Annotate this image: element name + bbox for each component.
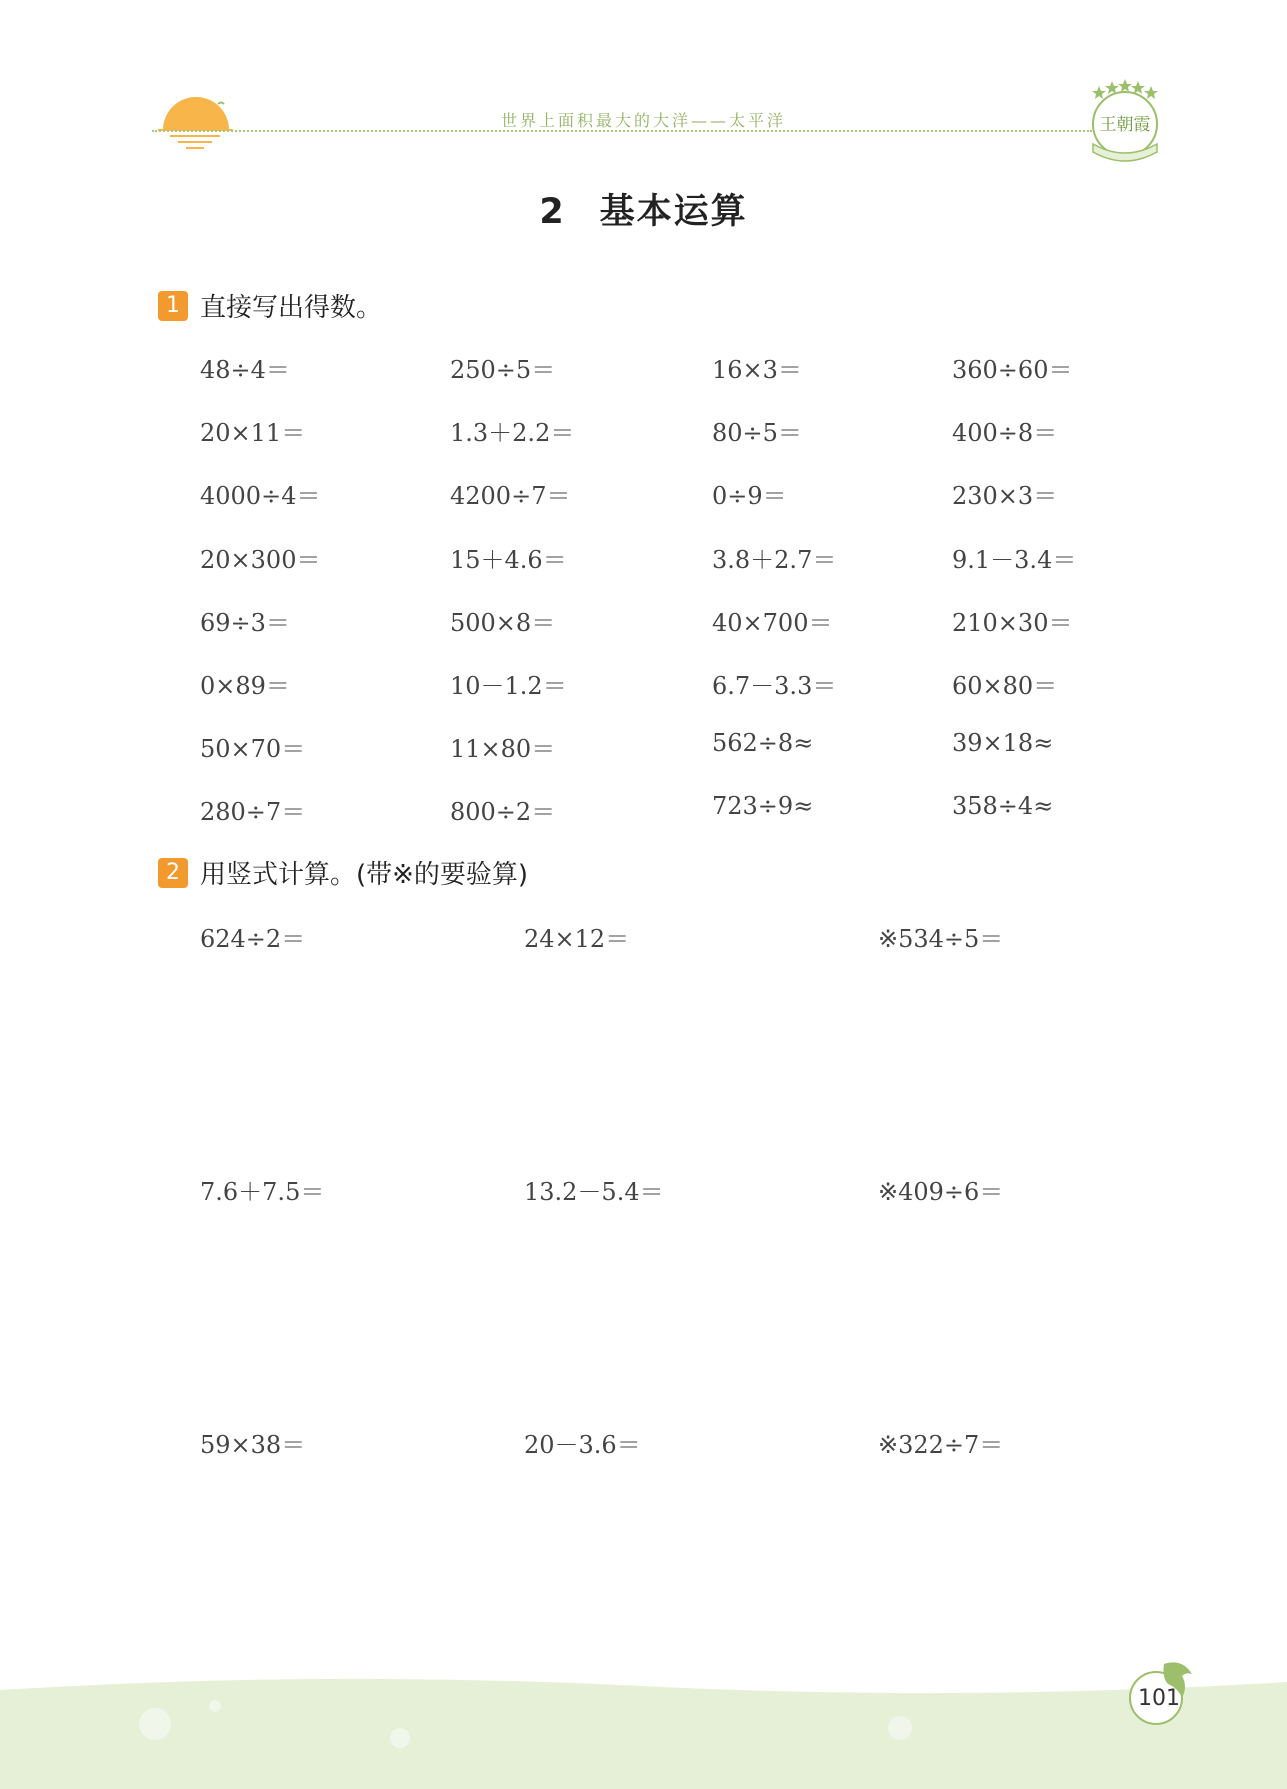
mental-math-problem: 723÷9≈ [712, 792, 814, 820]
mental-math-problem: 230×3＝ [952, 482, 1058, 510]
vertical-calc-problem: ※409÷6＝ [878, 1178, 1004, 1206]
mental-math-problem: 0÷9＝ [712, 482, 787, 510]
mental-math-problem: 39×18≈ [952, 729, 1054, 757]
mental-math-problem: 280÷7＝ [200, 798, 306, 826]
mental-math-problem: 4000÷4＝ [200, 482, 321, 510]
mental-math-problem: 400÷8＝ [952, 419, 1058, 447]
brand-badge-text: 王朝霞 [1099, 115, 1151, 135]
title-text: 基本运算 [599, 192, 748, 232]
section2-label: 用竖式计算。(带※的要验算) [200, 860, 529, 890]
mental-math-problem: 360÷60＝ [952, 356, 1073, 384]
vertical-calc-problem: 20－3.6＝ [524, 1431, 641, 1459]
footer-wave-decoration [0, 1668, 1287, 1789]
mental-math-problem: 3.8＋2.7＝ [712, 546, 837, 574]
page-title [0, 184, 1287, 234]
mental-math-problem: 210×30＝ [952, 609, 1073, 637]
section1-label: 直接写出得数。 [200, 293, 383, 323]
mental-math-problem: 4200÷7＝ [450, 482, 571, 510]
mental-math-problem: 9.1－3.4＝ [952, 546, 1077, 574]
mental-math-problem: 48÷4＝ [200, 356, 290, 384]
mental-math-problem: 562÷8≈ [712, 729, 814, 757]
sun-reflection-icon [150, 132, 240, 150]
page-number: 101 [1138, 1686, 1180, 1711]
mental-math-problem: 50×70＝ [200, 735, 306, 763]
mental-math-problem: 80÷5＝ [712, 419, 802, 447]
mental-math-problem: 358÷4≈ [952, 792, 1054, 820]
vertical-calc-problem: 24×12＝ [524, 925, 630, 953]
mental-math-problem: 6.7－3.3＝ [712, 672, 837, 700]
section1-number-badge: 1 [158, 291, 188, 321]
mental-math-problem: 11×80＝ [450, 735, 556, 763]
mental-math-problem: 69÷3＝ [200, 609, 290, 637]
mental-math-problem: 800÷2＝ [450, 798, 556, 826]
mental-math-problem: 10－1.2＝ [450, 672, 567, 700]
mental-math-problem: 250÷5＝ [450, 356, 556, 384]
title-number: 2 [539, 192, 566, 232]
section1-heading [158, 287, 382, 324]
section2-heading [158, 854, 528, 891]
vertical-calc-problem: ※322÷7＝ [878, 1431, 1004, 1459]
mental-math-problem: 20×300＝ [200, 546, 321, 574]
mental-math-problem: 500×8＝ [450, 609, 556, 637]
vertical-calc-problem: 624÷2＝ [200, 925, 306, 953]
mental-math-problem: 0×89＝ [200, 672, 290, 700]
vertical-calc-problem: 7.6＋7.5＝ [200, 1178, 325, 1206]
vertical-calc-problem: ※534÷5＝ [878, 925, 1004, 953]
header-motto: 世界上面积最大的大洋——太平洋 [500, 111, 786, 130]
mental-math-problem: 60×80＝ [952, 672, 1058, 700]
mental-math-problem: 1.3＋2.2＝ [450, 419, 575, 447]
mental-math-problem: 20×11＝ [200, 419, 306, 447]
mental-math-problem: 40×700＝ [712, 609, 833, 637]
mental-math-problem: 16×3＝ [712, 356, 802, 384]
vertical-calc-problem: 13.2－5.4＝ [524, 1178, 664, 1206]
mental-math-problem: 15＋4.6＝ [450, 546, 567, 574]
section2-number-badge: 2 [158, 858, 188, 888]
vertical-calc-problem: 59×38＝ [200, 1431, 306, 1459]
